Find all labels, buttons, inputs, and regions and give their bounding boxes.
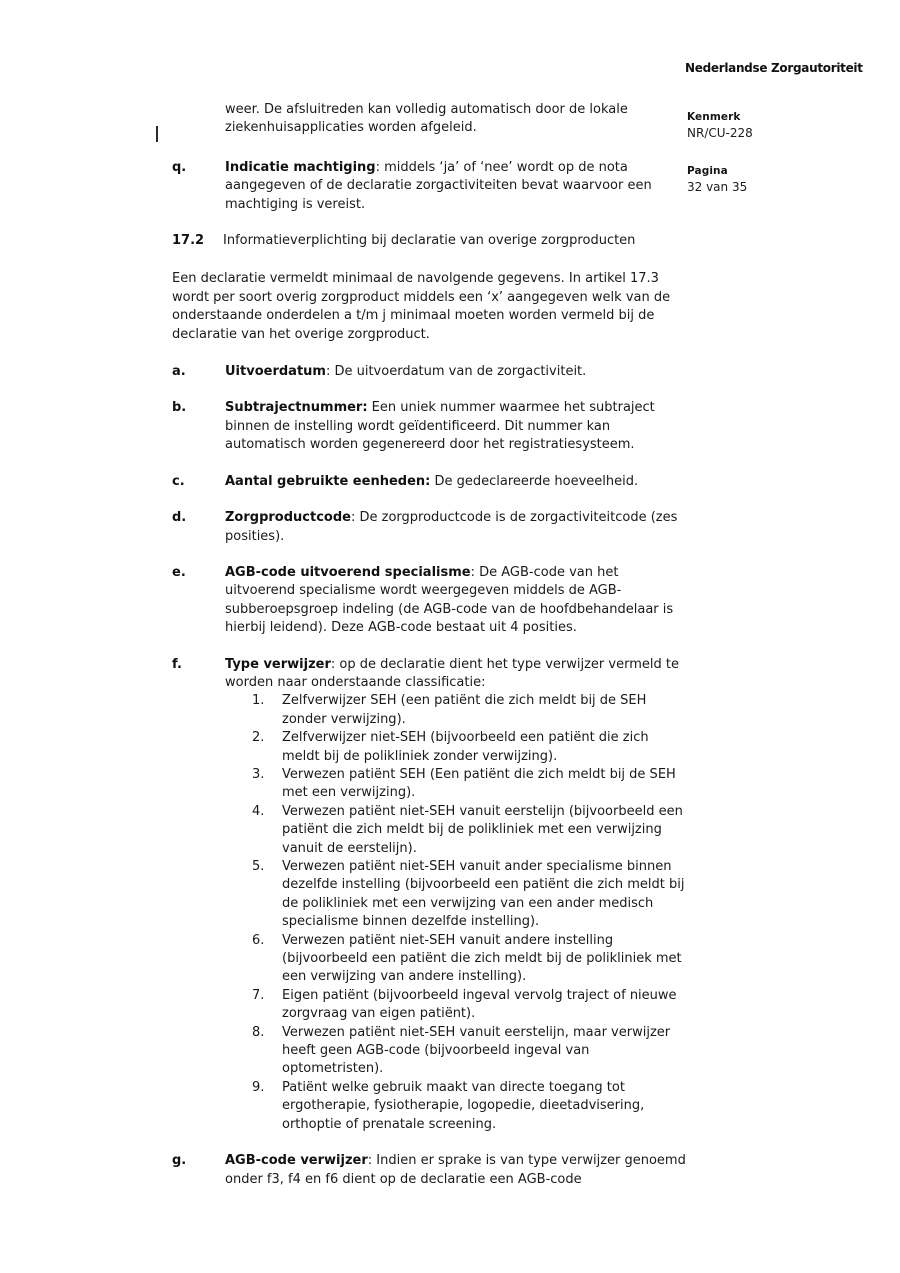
sublist-number: 2. — [252, 730, 265, 746]
list-item-g — [172, 1152, 688, 1189]
item-content — [225, 473, 688, 491]
item-content — [225, 159, 688, 214]
item-term: Type verwijzer — [225, 656, 331, 672]
sublist-item-3 — [252, 766, 688, 803]
item-letter: a. — [172, 364, 186, 380]
sublist-text: Eigen patiënt (bijvoorbeeld ingeval vervolg traject of nieuwe zorgvraag van eigen patiënt). — [282, 987, 677, 1022]
section-number: 17.2 — [172, 233, 205, 249]
sublist-number: 4. — [252, 803, 265, 819]
sublist-text: Verwezen patiënt niet-SEH vanuit eerstelijn (bijvoorbeeld een patiënt die zich meldt bij de polikliniek met een verwijzing vanuit de eerstelijn). — [282, 803, 683, 856]
item-desc: : De zorgproductcode is de zorgactiviteitcode (zes posities). — [225, 510, 678, 544]
item-term: AGB-code verwijzer — [225, 1153, 368, 1169]
item-letter: q. — [172, 159, 187, 175]
item-content — [225, 363, 688, 381]
sublist-item-8 — [252, 1024, 688, 1079]
list-item-c — [172, 473, 688, 491]
item-desc: : De uitvoerdatum van de zorgactiviteit. — [325, 364, 587, 380]
sublist-text: Zelfverwijzer niet-SEH (bijvoorbeeld een patiënt die zich meldt bij de polikliniek zonder verwijzing). — [282, 730, 649, 764]
list-item-b — [172, 399, 688, 454]
sublist-text: Verwezen patiënt niet-SEH vanuit ander specialisme binnen dezelfde instelling (bijvoorbeeld een patiënt die zich meldt bij de polikliniek met een verwijzing van een ander medisch specialisme binnen dezelfde instelling). — [282, 859, 685, 930]
sublist-text: Verwezen patiënt SEH (Een patiënt die zich meldt bij de SEH met een verwijzing). — [282, 766, 676, 801]
kenmerk-note — [687, 111, 857, 140]
sublist-number: 3. — [252, 766, 265, 782]
item-desc: : Indien er sprake is van type verwijzer genoemd onder f3, f4 en f6 dient op de declaratie een AGB-code — [225, 1153, 686, 1187]
item-letter: e. — [172, 564, 186, 580]
item-letter: d. — [172, 510, 187, 526]
page-number: 32 van 35 — [687, 180, 748, 194]
intro-paragraph: Een declaratie vermeldt minimaal de navolgende gegevens. In artikel 17.3 wordt per soort overig zorgproduct middels een ‘x’ aangegeven welk van de onderstaande onderdelen a t/m j minimaal moeten worden vermeld bij de declaratie van het overige zorgproduct. — [172, 271, 671, 342]
document-body — [172, 101, 688, 1207]
item-content — [225, 564, 688, 638]
kenmerk-label: Kenmerk — [687, 111, 741, 123]
item-term: Aantal gebruikte eenheden: — [225, 473, 431, 489]
item-term: Indicatie machtiging — [225, 159, 376, 175]
sublist-number: 9. — [252, 1079, 265, 1095]
section-heading — [172, 232, 688, 250]
type-verwijzer-sublist — [252, 692, 688, 1134]
item-desc: : op de declaratie dient het type verwijzer vermeld te worden naar onderstaande classificatie: — [225, 656, 679, 690]
item-desc: De gedeclareerde hoeveelheid. — [430, 473, 639, 489]
section-title: Informatieverplichting bij declaratie van overige zorgproducten — [223, 233, 636, 249]
sublist-item-6 — [252, 932, 688, 987]
list-item-f — [172, 656, 688, 1135]
item-desc: : middels ‘ja’ of ‘nee’ wordt op de nota aangegeven of de declaratie zorgactiviteiten bevat waarvoor een machtiging is vereist. — [225, 159, 652, 212]
sublist-item-5 — [252, 858, 688, 932]
sublist-text: Patiënt welke gebruik maakt van directe toegang tot ergotherapie, fysiotherapie, logopedie, dieetadvisering, orthoptie of prenatale screening. — [282, 1079, 645, 1132]
pagina-note — [687, 165, 857, 194]
sublist-item-2 — [252, 729, 688, 766]
item-desc: : De AGB-code van het uitvoerend specialisme wordt weergegeven middels de AGB-subberoepsgroep indeling (de AGB-code van de hoofdbehandelaar is hierbij leidend). Deze AGB-code bestaat uit 4 posities. — [225, 564, 674, 636]
sublist-text: Verwezen patiënt niet-SEH vanuit eerstelijn, maar verwijzer heeft geen AGB-code (bijvoorbeeld ingeval van optometristen). — [282, 1024, 671, 1077]
list-item-e — [172, 564, 688, 638]
sublist-text: Zelfverwijzer SEH (een patiënt die zich meldt bij de SEH zonder verwijzing). — [282, 693, 647, 727]
sublist-number: 7. — [252, 987, 265, 1003]
sublist-item-1 — [252, 692, 688, 729]
item-term: Uitvoerdatum — [225, 364, 326, 380]
item-term: Subtrajectnummer: — [225, 400, 368, 416]
sublist-item-4 — [252, 803, 688, 858]
item-desc: Een uniek nummer waarmee het subtraject binnen de instelling wordt geïdentificeerd. Dit nummer kan automatisch worden gegenereerd door het registratiesysteem. — [225, 400, 655, 453]
list-item-q — [172, 159, 688, 214]
kenmerk-value: NR/CU-228 — [687, 126, 753, 140]
sublist-item-7 — [252, 987, 688, 1024]
organization-name: Nederlandse Zorgautoriteit — [685, 61, 863, 75]
sublist-text: Verwezen patiënt niet-SEH vanuit andere instelling (bijvoorbeeld een patiënt die zich meldt bij de polikliniek met een verwijzing van andere instelling). — [282, 932, 682, 985]
item-content — [225, 399, 688, 454]
item-letter: b. — [172, 400, 187, 416]
item-letter: g. — [172, 1153, 187, 1169]
item-content — [225, 656, 688, 1135]
list-item-a — [172, 363, 688, 381]
item-content — [225, 1152, 688, 1189]
sublist-number: 5. — [252, 859, 265, 874]
pagina-label: Pagina — [687, 165, 728, 177]
revision-change-bar — [156, 126, 158, 142]
list-item-d — [172, 509, 688, 546]
sublist-number: 1. — [252, 693, 265, 709]
continuation-text: weer. De afsluitreden kan volledig automatisch door de lokale ziekenhuisapplicaties worden afgeleid. — [225, 102, 628, 136]
item-term: Zorgproductcode — [225, 510, 351, 526]
item-content — [225, 509, 688, 546]
item-term: AGB-code uitvoerend specialisme — [225, 564, 471, 580]
continuation-paragraph — [172, 101, 688, 138]
sublist-number: 6. — [252, 932, 265, 948]
sublist-item-9 — [252, 1079, 688, 1134]
item-letter: c. — [172, 473, 185, 489]
item-letter: f. — [172, 656, 182, 672]
sublist-number: 8. — [252, 1024, 265, 1040]
item-letter-blank — [172, 101, 225, 138]
